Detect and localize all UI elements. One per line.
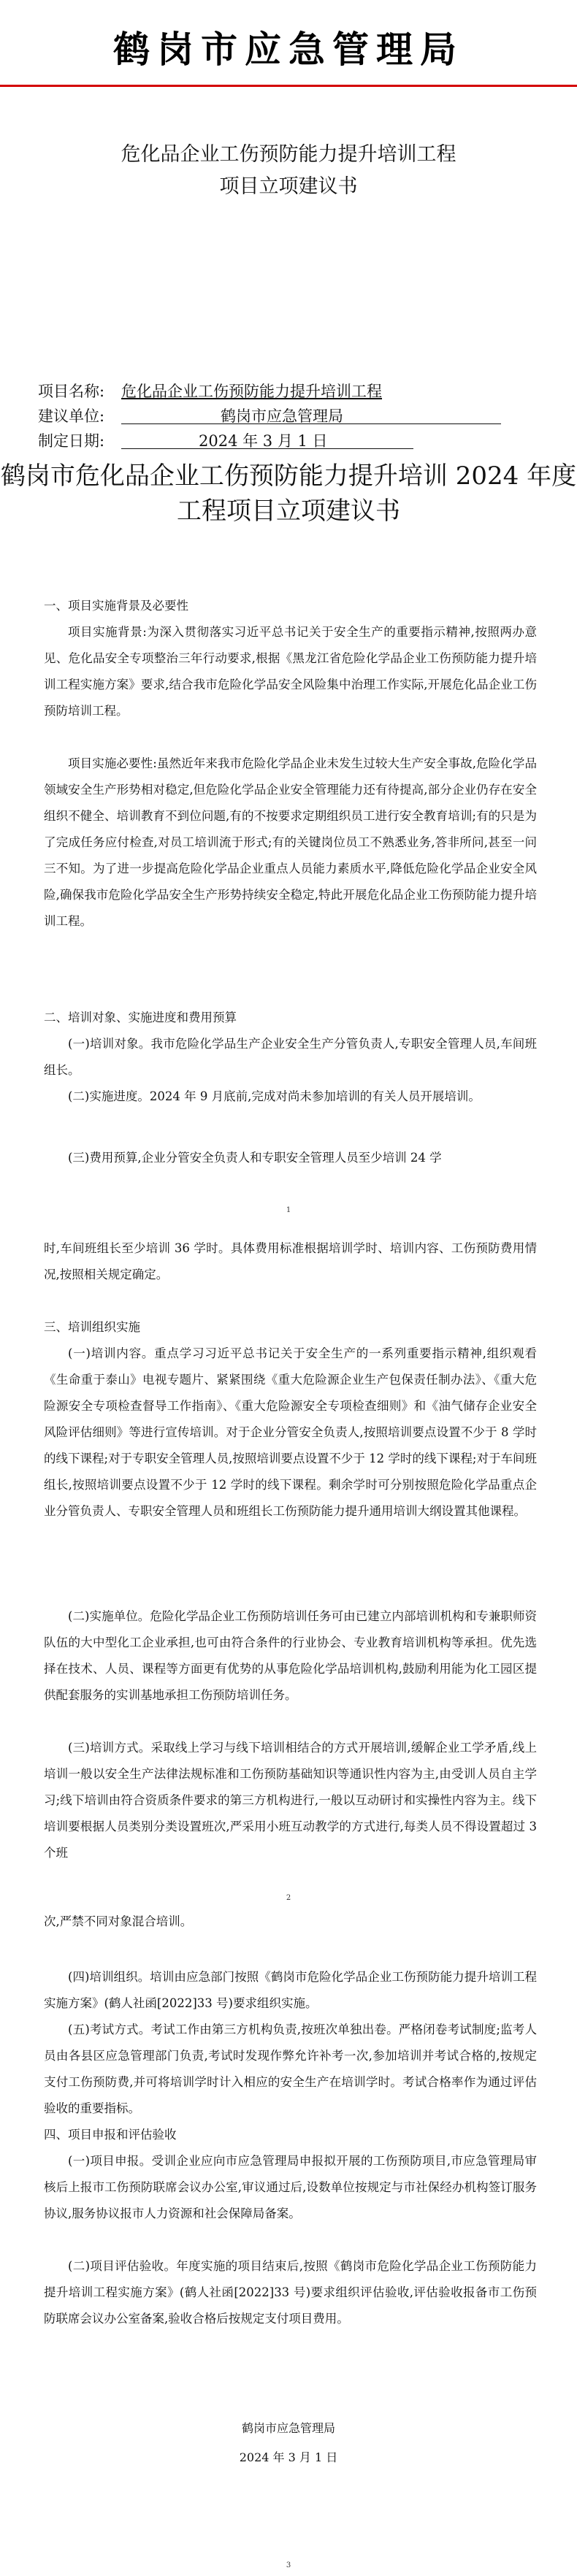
unit-row — [38, 406, 549, 426]
paragraph-project-application: (一)项目申报。受训企业应向市应急管理局申报拟开展的工伤预防项目,市应急管理局审核后上报市工伤预防联席会议办公室,审议通过后,设数单位按规定与市社保经办机构签订服务协议,服务协议报市人力资源和社会保障局备案。 — [44, 2154, 537, 2220]
paragraph-training-method: (三)培训方式。采取线上学习与线下培训相结合的方式开展培训,缓解企业工学矛盾,线上培训一般以安全生产法律法规标准和工伤预防基础知识等通识性内容为主,由受训人员自主学习;线下培训由符合资质条件要求的第三方机构进行,一般以互动研讨和实操性内容为主。线下培训要根据人员类别分类设置班次,严采用小班互动教学的方式进行,每类人员不得设置超过 3 个班 — [44, 1741, 537, 1860]
paragraph-background: 项目实施背景:为深入贯彻落实习近平总书记关于安全生产的重要指示精神,按照两办意见、危化品安全专项整治三年行动要求,根据《黑龙江省危险化学品企业工伤预防能力提升培训工程实施方案》要求,结合我市危险化学品安全风险集中治理工作实际,开展危化品企业工伤预防培训工程。 — [44, 625, 537, 718]
section-heading: 二、培训对象、实施进度和费用预算 — [44, 1011, 237, 1024]
signature-date: 2024 年 3 月 1 日 — [239, 2450, 338, 2464]
paragraph-necessity: 项目实施必要性:虽然近年来我市危险化学品企业未发生过较大生产安全事故,危险化学品领域安全生产形势相对稳定,但危险化学品企业安全管理能力还有待提高,部分企业仍存在安全组织不健全、培训教育不到位问题,有的不按要求定期组织员工进行安全教育培训;有的只是为了完成任务应付检查,对员工培训流于形式;有的关键岗位员工不熟悉业务,答非所问,甚至一问三不知。为了进一步提高危险化学品企业重点人员能力素质水平,降低危险化学品企业安全风险,确保我市危险化学品安全生产形势持续安全稳定,特此开展危化品企业工伤预防能力提升培训工程。 — [44, 756, 537, 928]
paragraph-schedule: (二)实施进度。2024 年 9 月底前,完成对尚未参加培训的有关人员开展培训。 — [68, 1089, 481, 1103]
unit-value: 鹤岗市应急管理局 — [221, 407, 343, 425]
paragraph-training-method-cont: 次,严禁不同对象混合培训。 — [44, 1914, 193, 1928]
page-number: 3 — [286, 2561, 291, 2569]
date-value: 2024 年 3 月 1 日 — [199, 432, 328, 450]
paragraph-training-content: (一)培训内容。重点学习习近平总书记关于安全生产的一系列重要指示精神,组织观看《生命重于泰山》电视专题片、紧紧围绕《重大危险源企业生产包保责任制办法》、《重大危险源安全专项检查督导工作指南》、《重大危险源安全专项检查细则》和《油气储存企业安全风险评估细则》等进行宣传培训。对于企业分管安全负责人,按照培训要点设置不少于 8 学时的线下课程;对于专职安全管理人员,按照培训要点设置不少于 12 学时的线下课程;对于车间班组长,按照培训要点设置不少于 12 学时的线下课程。剩余学时可分别按照危险化学品重点企业分管负责人、专职安全管理人员和班组长工伤预防能力提升通用培训大纲设置其他课程。 — [44, 1346, 537, 1518]
document-title-line1: 鹤岗市危化品企业工伤预防能力提升培训 2024 年度 — [0, 461, 577, 491]
date-label: 制定日期: — [38, 432, 105, 450]
agency-banner: 鹤岗市应急管理局 — [113, 28, 464, 71]
document-title-line2: 工程项目立项建议书 — [177, 497, 400, 526]
page-number: 1 — [286, 1206, 291, 1214]
project-name-value: 危化品企业工伤预防能力提升培训工程 — [121, 383, 382, 400]
date-row — [38, 431, 549, 451]
unit-label: 建议单位: — [38, 407, 105, 425]
project-name-row — [38, 381, 549, 402]
paragraph-acceptance: (二)项目评估验收。年度实施的项目结束后,按照《鹤岗市危险化学品企业工伤预防能力提升培训工程实施方案》(鹤人社函[2022]33 号)要求组织评估验收,评估验收报备市工伤预防联席会议办公室备案,验收合格后按规定支付项目费用。 — [44, 2259, 537, 2326]
paragraph-training-targets: (一)培训对象。我市危险化学品生产企业安全生产分管负责人,专职安全管理人员,车间班组长。 — [44, 1037, 537, 1077]
paragraph-training-organization: (四)培训组织。培训由应急部门按照《鹤岗市危险化学品企业工伤预防能力提升培训工程实施方案》(鹤人社函[2022]33 号)要求组织实施。 — [44, 1970, 537, 2010]
section-heading: 一、项目实施背景及必要性 — [44, 599, 188, 613]
cover-title-line2: 项目立项建议书 — [219, 175, 358, 198]
paragraph-implementing-unit: (二)实施单位。危险化学品企业工伤预防培训任务可由已建立内部培训机构和专兼职师资队伍的大中型化工企业承担,也可由符合条件的行业协会、专业教育培训机构等承担。优先选择在技术、人员、课程等方面更有优势的从事危险化学品培训机构,鼓励利用能为化工园区提供配套服务的实训基地承担工伤预防培训任务。 — [44, 1609, 537, 1702]
paragraph-budget-part1: (三)费用预算,企业分管安全负责人和专职安全管理人员至少培训 24 学 — [68, 1151, 442, 1165]
paragraph-budget-part2: 时,车间班组长至少培训 36 学时。具体费用标准根据培训学时、培训内容、工伤预防费用情况,按照相关规定确定。 — [44, 1241, 537, 1281]
cover-title-line1: 危化品企业工伤预防能力提升培训工程 — [121, 143, 456, 166]
paragraph-exam-method: (五)考试方式。考试工作由第三方机构负责,按班次单独出卷。严格闭卷考试制度;监考人员由各县区应急管理部门负责,考试时发现作弊允许补考一次,参加培训并考试合格的,按规定支付工伤预防费,并可将培训学时计入相应的安全生产在培训学时。考试合格率作为通过评估验收的重要指标。 — [44, 2023, 537, 2115]
section-heading: 三、培训组织实施 — [44, 1320, 140, 1334]
signature-organization: 鹤岗市应急管理局 — [241, 2421, 335, 2435]
project-name-label: 项目名称: — [38, 383, 105, 400]
section-heading: 四、项目申报和评估验收 — [44, 2128, 177, 2142]
header-red-rule — [0, 85, 577, 87]
page-number: 2 — [286, 1894, 291, 1902]
